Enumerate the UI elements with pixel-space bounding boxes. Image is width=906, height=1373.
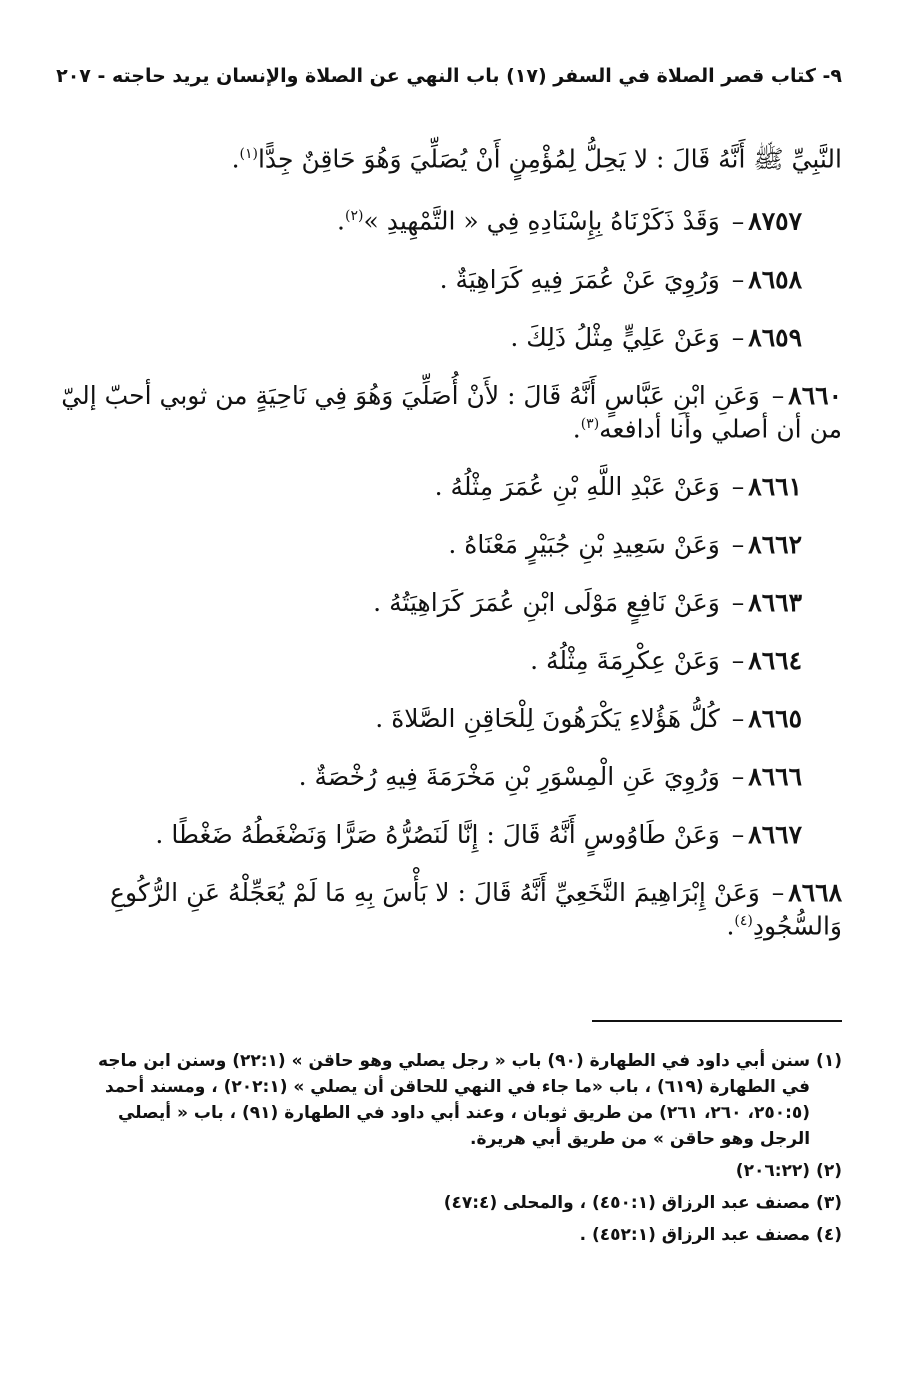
footnote: [72, 1222, 842, 1248]
footnote-text: مصنف عبد الرزاق (٤٥٢:١) .: [579, 1225, 811, 1245]
footnote: [72, 1190, 842, 1216]
numbered-line: ٨٦٥٨– وَرُوِيَ عَنْ عُمَرَ فِيهِ كَرَاهِيَةٌ .: [439, 264, 802, 294]
paragraph-number: ٨٦٦٧: [748, 819, 802, 849]
numbered-line: ٨٦٦٧– وَعَنْ طَاوُوسٍ أَنَّهُ قَالَ : إِنَّا لَنَصُرُّهُ صَرًّا وَنَضْغَطُهُ ضَغْطًا .: [155, 819, 802, 849]
paragraph-number: ٨٦٥٨: [748, 264, 802, 294]
line-text: وَعَنِ ابْنِ عَبَّاسٍ أَنَّهُ قَالَ : لأَنْ أُصَلِّيَ وَهُوَ فِي نَاحِيَةٍ من ثوبي أحبّ إليّ من أن أصلي وأنا أدافعه: [61, 380, 842, 443]
numbered-line: ٨٦٦١– وَعَنْ عَبْدِ اللَّهِ بْنِ عُمَرَ مِثْلُهُ .: [434, 471, 802, 501]
footnote-mark: (٣): [816, 1193, 842, 1213]
numbered-line: ٨٦٦٦– وَرُوِيَ عَنِ الْمِسْوَرِ بْنِ مَخْرَمَةَ فِيهِ رُخْصَةٌ .: [298, 761, 802, 791]
line-text: وَقَدْ ذَكَرْنَاهُ بِإِسْنَادِهِ فِي « التَّمْهِيدِ »: [363, 206, 720, 236]
line-text: وَرُوِيَ عَنِ الْمِسْوَرِ بْنِ مَخْرَمَةَ فِيهِ رُخْصَةٌ: [314, 761, 720, 791]
line-text: وَعَنْ عَبْدِ اللَّهِ بْنِ عُمَرَ مِثْلُهُ: [450, 471, 720, 501]
line-text: وَعَنْ إِبْرَاهِيمَ النَّخَعِيِّ أَنَّهُ قَالَ : لا بَأْسَ بِهِ مَا لَمْ يُعَجِّلْهُ عَنِ الرُّكُوعِ وَالسُّجُودِ: [110, 877, 842, 941]
numbered-line: ٨٦٦٥– كُلُّ هَؤُلاءِ يَكْرَهُونَ لِلْحَاقِنِ الصَّلاةَ .: [375, 703, 802, 733]
paragraph-number: ٨٦٦٨: [788, 877, 842, 907]
numbered-line: ٨٦٦٨– وَعَنْ إِبْرَاهِيمَ النَّخَعِيِّ أَنَّهُ قَالَ : لا بَأْسَ بِهِ مَا لَمْ يُعَجِّلْهُ عَنِ الرُّكُوعِ وَالسُّجُودِ$^{(٤)}$.: [110, 877, 842, 941]
running-header: [58, 58, 842, 94]
numbered-line: ٨٦٥٩– وَعَنْ عَلِيٍّ مِثْلُ ذَلِكَ .: [510, 322, 802, 352]
line-text: وَرُوِيَ عَنْ عُمَرَ فِيهِ كَرَاهِيَةٌ: [455, 264, 720, 294]
main-text: [50, 140, 842, 969]
line-text: وَعَنْ سَعِيدِ بْنِ جُبَيْرٍ مَعْنَاهُ: [464, 529, 720, 559]
paragraph-number: ٨٦٦٤: [748, 645, 802, 675]
footnote-text: (٢٠٦:٢٢): [735, 1161, 811, 1181]
paragraph-number: ٨٦٦٢: [748, 529, 802, 559]
numbered-line: ٨٦٦٣– وَعَنْ نَافِعٍ مَوْلَى ابْنِ عُمَرَ كَرَاهِيَتُهُ .: [373, 587, 802, 617]
header-title: ٩- كتاب قصر الصلاة في السفر (١٧) باب النهي عن الصلاة والإنسان يريد حاجته - ٢٠٧: [56, 65, 842, 87]
paragraph-number: ٨٦٦٦: [748, 761, 802, 791]
text-line: النَّبِيِّ ﷺ أَنَّهُ قَالَ : لا يَحِلُّ لِمُؤْمِنٍ أَنْ يُصَلِّيَ وَهُوَ حَاقِنٌ جِدًّا$^{(١)}$.: [231, 144, 842, 174]
line-text: وَعَنْ عَلِيٍّ مِثْلُ ذَلِكَ: [526, 322, 720, 352]
footnote: [72, 1048, 842, 1152]
numbered-line: ٨٦٦٠– وَعَنِ ابْنِ عَبَّاسٍ أَنَّهُ قَالَ : لأَنْ أُصَلِّيَ وَهُوَ فِي نَاحِيَةٍ من ثوبي أحبّ إليّ من أن أصلي وأنا أدافعه$^{(٣)}$.: [61, 380, 842, 443]
line-text: وَعَنْ عِكْرِمَةَ مِثْلُهُ: [545, 645, 720, 675]
line-text: وَعَنْ طَاوُوسٍ أَنَّهُ قَالَ : إِنَّا لَنَصُرُّهُ صَرًّا وَنَضْغَطُهُ ضَغْطًا: [171, 819, 720, 849]
numbered-line: ٨٦٦٤– وَعَنْ عِكْرِمَةَ مِثْلُهُ .: [530, 645, 802, 675]
footnote-separator: [592, 1020, 842, 1022]
paragraph-number: ٨٦٦٣: [748, 587, 802, 617]
footnotes: [72, 1048, 842, 1254]
line-text: كُلُّ هَؤُلاءِ يَكْرَهُونَ لِلْحَاقِنِ الصَّلاةَ: [391, 703, 720, 733]
line-text: وَعَنْ نَافِعٍ مَوْلَى ابْنِ عُمَرَ كَرَاهِيَتُهُ: [389, 587, 720, 617]
paragraph-number: ٨٦٦١: [748, 471, 802, 501]
footnote-ref: (٢): [344, 208, 364, 225]
footnote-mark: (٢): [816, 1161, 842, 1181]
footnote-mark: (١): [816, 1051, 842, 1071]
footnote-ref: (٣): [580, 415, 600, 432]
paragraph-number: ٨٦٥٩: [748, 322, 802, 352]
footnote-text: مصنف عبد الرزاق (٤٥٠:١) ، والمحلى (٤٧:٤): [443, 1193, 811, 1213]
paragraph-number: ٨٦٦٥: [748, 703, 802, 733]
paragraph-number: ٨٧٥٧: [748, 206, 802, 236]
paragraph-number: ٨٦٦٠: [788, 380, 842, 410]
numbered-line: ٨٧٥٧– وَقَدْ ذَكَرْنَاهُ بِإِسْنَادِهِ فِي « التَّمْهِيدِ »$^{(٢)}$.: [337, 206, 802, 236]
footnote-mark: (٤): [816, 1225, 842, 1245]
footnote-ref: (٤): [734, 912, 753, 929]
line-text: النَّبِيِّ ﷺ أَنَّهُ قَالَ : لا يَحِلُّ لِمُؤْمِنٍ أَنْ يُصَلِّيَ وَهُوَ حَاقِنٌ جِدًّا: [257, 144, 842, 174]
footnote: [72, 1158, 842, 1184]
footnote-text: سنن أبي داود في الطهارة (٩٠) باب « رجل يصلي وهو حاقن » (٢٢:١) وسنن ابن ماجه في الطهارة (٦١٩) ، باب «ما جاء في النهي للحاقن أن يصلي » (٢٠٢:١) ، ومسند أحمد (٢٥٠:٥، ٢٦٠، ٢٦١) من طريق ثوبان ، وعند أبي داود في الطهارة (٩١) ، باب « أيصلي الرجل وهو حاقن » من طريق أبي هريرة.: [97, 1051, 811, 1149]
numbered-line: ٨٦٦٢– وَعَنْ سَعِيدِ بْنِ جُبَيْرٍ مَعْنَاهُ .: [448, 529, 802, 559]
footnote-ref: (١): [239, 146, 258, 162]
